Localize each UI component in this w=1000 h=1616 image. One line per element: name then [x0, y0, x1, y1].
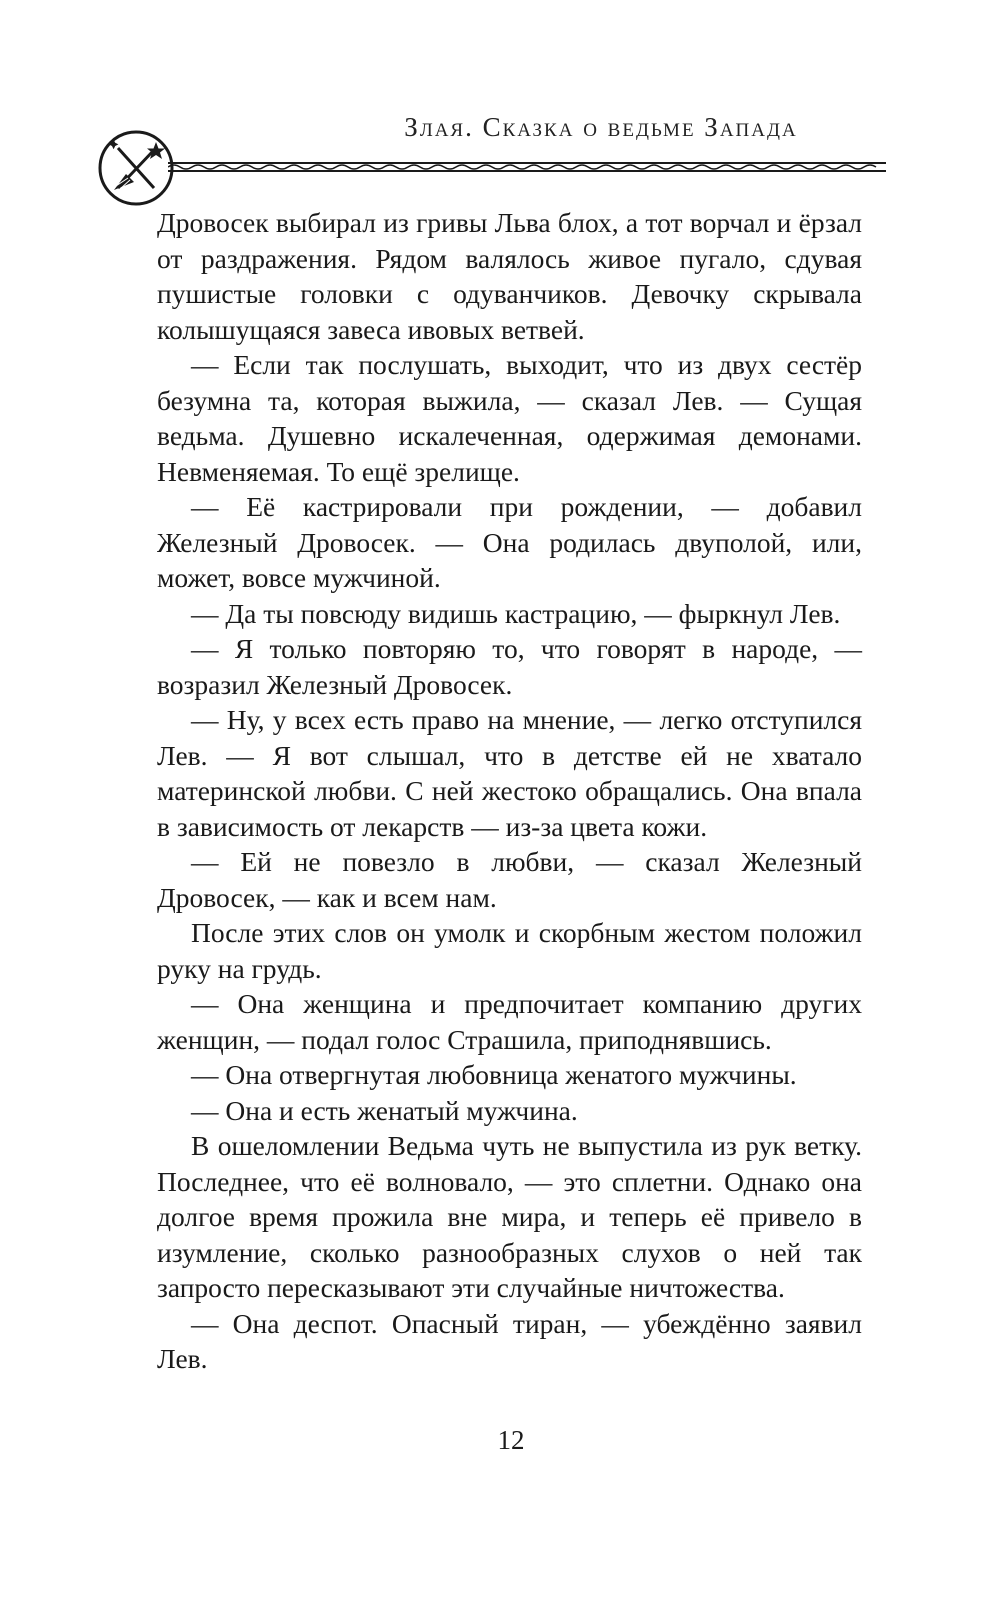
- broom-and-wand-emblem-icon: [96, 128, 176, 208]
- paragraph: В ошеломлении Ведьма чуть не выпустила из рук ветку. Последнее, что её волновало, — это сплетни. Однако она долгое время прожила вне мира, и теперь её привело в изумление, сколько разнообразных слухов о ней так запросто пересказывают эти случайные ничтожества.: [157, 1130, 862, 1303]
- paragraph: — Да ты повсюду видишь кастрацию, — фыркнул Лев.: [191, 597, 841, 629]
- paragraph: После этих слов он умолк и скорбным жестом положил руку на грудь.: [157, 917, 862, 984]
- paragraph: — Её кастрировали при рождении, — добавил Железный Дровосек. — Она родилась двуполой, или, может, вовсе мужчиной.: [157, 491, 862, 593]
- paragraph: — Она и есть женатый мужчина.: [191, 1094, 578, 1126]
- paragraph: — Она женщина и предпочитает компанию других женщин, — подал голос Страшила, приподнявшись.: [157, 988, 862, 1055]
- ornamental-rule: [168, 160, 886, 174]
- running-title: Злая. Сказка о ведьме Запада: [404, 112, 798, 142]
- paragraph: — Ну, у всех есть право на мнение, — легко отступился Лев. — Я вот слышал, что в детстве ей не хватало материнской любви. С ней жестоко обращались. Она впала в зависимость от лекарств — из-за цвета кожи.: [157, 704, 862, 842]
- paragraph: — Я только повторяю то, что говорят в народе, — возразил Железный Дровосек.: [157, 633, 862, 700]
- body-text: [157, 205, 862, 1377]
- paragraph: Дровосек выбирал из гривы Льва блох, а тот ворчал и ёрзал от раздражения. Рядом валялось живое пугало, сдувая пушистые головки с одуванчиков. Девочку скрывала колышущаяся завеса ивовых ветвей.: [157, 207, 862, 345]
- paragraph: — Она деспот. Опасный тиран, — убеждённо заявил Лев.: [157, 1307, 862, 1374]
- paragraph: — Она отвергнутая любовница женатого мужчины.: [191, 1059, 797, 1090]
- paragraph: — Ей не повезло в любви, — сказал Железный Дровосек, — как и всем нам.: [157, 846, 862, 913]
- page-header: [96, 108, 896, 218]
- page-number: 12: [497, 1425, 525, 1455]
- paragraph: — Если так послушать, выходит, что из двух сестёр безумна та, которая выжила, — сказал Лев. — Сущая ведьма. Душевно искалеченная, одержимая демонами. Невменяемая. То ещё зрелище.: [157, 349, 862, 487]
